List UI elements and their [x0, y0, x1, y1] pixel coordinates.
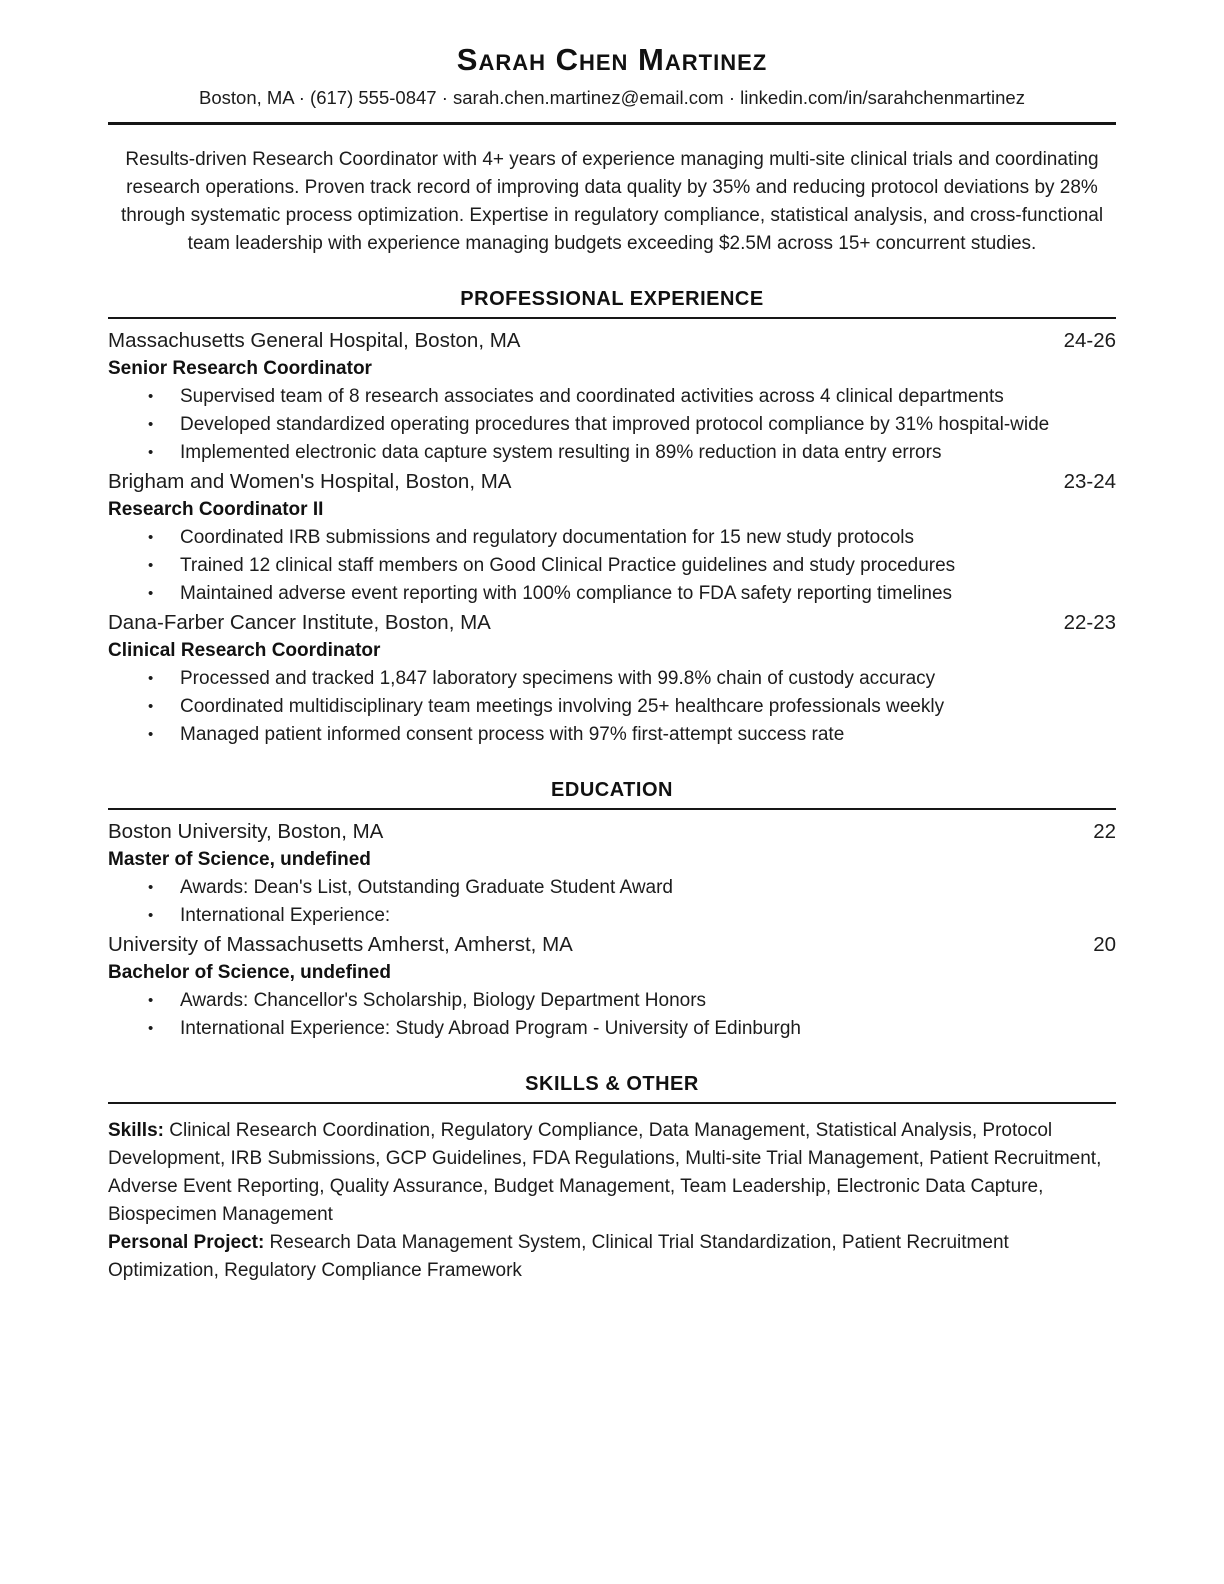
resume-page: [108, 0, 1116, 1285]
education-body: [108, 817, 1116, 1043]
job-title: Senior Research Coordinator: [108, 358, 372, 379]
project-paragraph: [108, 1229, 1116, 1285]
bullet-text: Supervised team of 8 research associates and coordinated activities across 4 clinical departments: [180, 386, 1004, 407]
school-dates: 22: [1093, 820, 1116, 843]
skills-paragraph: [108, 1117, 1116, 1229]
bullet-text: Awards: Chancellor's Scholarship, Biology Department Honors: [180, 990, 707, 1011]
bullet-dot-icon: •: [148, 698, 154, 715]
bullet-item: [108, 580, 1116, 608]
degree-title: Bachelor of Science, undefined: [108, 962, 391, 983]
section-experience: [108, 288, 1116, 749]
bullet-item: [108, 439, 1116, 467]
project-list: Research Data Management System, Clinical Trial Standardization, Patient Recruitment Optimization, Regulatory Compliance Framework: [108, 1232, 1009, 1281]
bullet-text: International Experience: Study Abroad Program - University of Edinburgh: [180, 1018, 801, 1039]
school-entry: [108, 817, 1116, 930]
section-skills: [108, 1073, 1116, 1285]
contact-line: Boston, MA · (617) 555-0847 · sarah.chen.martinez@email.com · linkedin.com/in/sarahchenmartinez: [199, 87, 1025, 108]
bullet-item: [108, 1015, 1116, 1043]
bullet-text: Developed standardized operating procedures that improved protocol compliance by 31% hospital-wide: [180, 414, 1050, 435]
bullet-text: International Experience:: [180, 905, 391, 926]
school-dates: 20: [1093, 933, 1116, 956]
bullet-dot-icon: •: [148, 529, 154, 546]
skills-list: Clinical Research Coordination, Regulatory Compliance, Data Management, Statistical Analysis, Protocol Development, IRB Submissions, GCP Guidelines, FDA Regulations, Multi-site Trial Management, Patient Recruitment, Adverse Event Reporting, Quality Assurance, Budget Management, Team Leadership, Electronic Data Capture, Biospecimen Management: [108, 1120, 1102, 1225]
bullet-item: [108, 552, 1116, 580]
job-dates: 24-26: [1063, 329, 1116, 352]
bullet-item: [108, 874, 1116, 902]
job-dates: 23-24: [1063, 470, 1116, 493]
job-header: [108, 467, 1116, 496]
job-entry: [108, 326, 1116, 467]
experience-body: [108, 326, 1116, 749]
school-header: [108, 930, 1116, 959]
header-divider: [108, 122, 1116, 125]
bullet-dot-icon: •: [148, 726, 154, 743]
school-name: University of Massachusetts Amherst, Amherst, MA: [108, 933, 573, 956]
bullet-dot-icon: •: [148, 879, 154, 896]
job-dates: 22-23: [1063, 611, 1116, 634]
job-entry: [108, 467, 1116, 608]
bullet-item: [108, 902, 1116, 930]
bullet-dot-icon: •: [148, 670, 154, 687]
job-title: Clinical Research Coordinator: [108, 640, 381, 661]
bullet-text: Maintained adverse event reporting with 100% compliance to FDA safety reporting timelines: [180, 583, 953, 604]
bullet-item: [108, 987, 1116, 1015]
bullet-text: Implemented electronic data capture system resulting in 89% reduction in data entry errors: [180, 442, 942, 463]
bullet-text: Coordinated multidisciplinary team meetings involving 25+ healthcare professionals weekly: [180, 696, 945, 717]
skills-label: Skills:: [108, 1120, 164, 1141]
section-education: [108, 779, 1116, 1043]
bullet-dot-icon: •: [148, 585, 154, 602]
job-entry: [108, 608, 1116, 749]
bullet-text: Trained 12 clinical staff members on Good Clinical Practice guidelines and study procedures: [180, 555, 956, 576]
job-header: [108, 608, 1116, 637]
bullet-item: [108, 383, 1116, 411]
bullet-dot-icon: •: [148, 416, 154, 433]
person-name: Sarah Chen Martinez: [456, 42, 768, 77]
bullet-text: Coordinated IRB submissions and regulatory documentation for 15 new study protocols: [180, 527, 915, 548]
bullet-text: Awards: Dean's List, Outstanding Graduate Student Award: [180, 877, 673, 898]
job-header: [108, 326, 1116, 355]
bullet-dot-icon: •: [148, 992, 154, 1009]
bullet-dot-icon: •: [148, 1020, 154, 1037]
experience-heading: PROFESSIONAL EXPERIENCE: [108, 288, 1116, 319]
school-header: [108, 817, 1116, 846]
school-entry: [108, 930, 1116, 1043]
bullet-dot-icon: •: [148, 444, 154, 461]
education-heading: EDUCATION: [108, 779, 1116, 810]
school-name: Boston University, Boston, MA: [108, 820, 384, 843]
company-name: Brigham and Women's Hospital, Boston, MA: [108, 470, 512, 493]
job-title: Research Coordinator II: [108, 499, 324, 520]
bullet-text: Processed and tracked 1,847 laboratory specimens with 99.8% chain of custody accuracy: [180, 668, 936, 689]
degree-title: Master of Science, undefined: [108, 849, 371, 870]
bullet-dot-icon: •: [148, 557, 154, 574]
bullet-item: [108, 693, 1116, 721]
bullet-item: [108, 665, 1116, 693]
company-name: Massachusetts General Hospital, Boston, MA: [108, 329, 521, 352]
skills-heading: SKILLS & OTHER: [108, 1073, 1116, 1104]
summary-paragraph: Results-driven Research Coordinator with 4+ years of experience managing multi-site clinical trials and coordinating research operations. Proven track record of improving data quality by 35% and reducing protocol deviations by 28% through systematic process optimization. Expertise in regulatory compliance, statistical analysis, and cross-functional team leadership with experience managing budgets exceeding $2.5M across 15+ concurrent studies.: [120, 149, 1104, 254]
project-label: Personal Project:: [108, 1232, 265, 1253]
resume-header: [108, 42, 1116, 125]
bullet-item: [108, 721, 1116, 749]
bullet-item: [108, 524, 1116, 552]
bullet-dot-icon: •: [148, 907, 154, 924]
bullet-item: [108, 411, 1116, 439]
skills-body: [108, 1117, 1116, 1285]
company-name: Dana-Farber Cancer Institute, Boston, MA: [108, 611, 491, 634]
bullet-dot-icon: •: [148, 388, 154, 405]
bullet-text: Managed patient informed consent process with 97% first-attempt success rate: [180, 724, 845, 745]
